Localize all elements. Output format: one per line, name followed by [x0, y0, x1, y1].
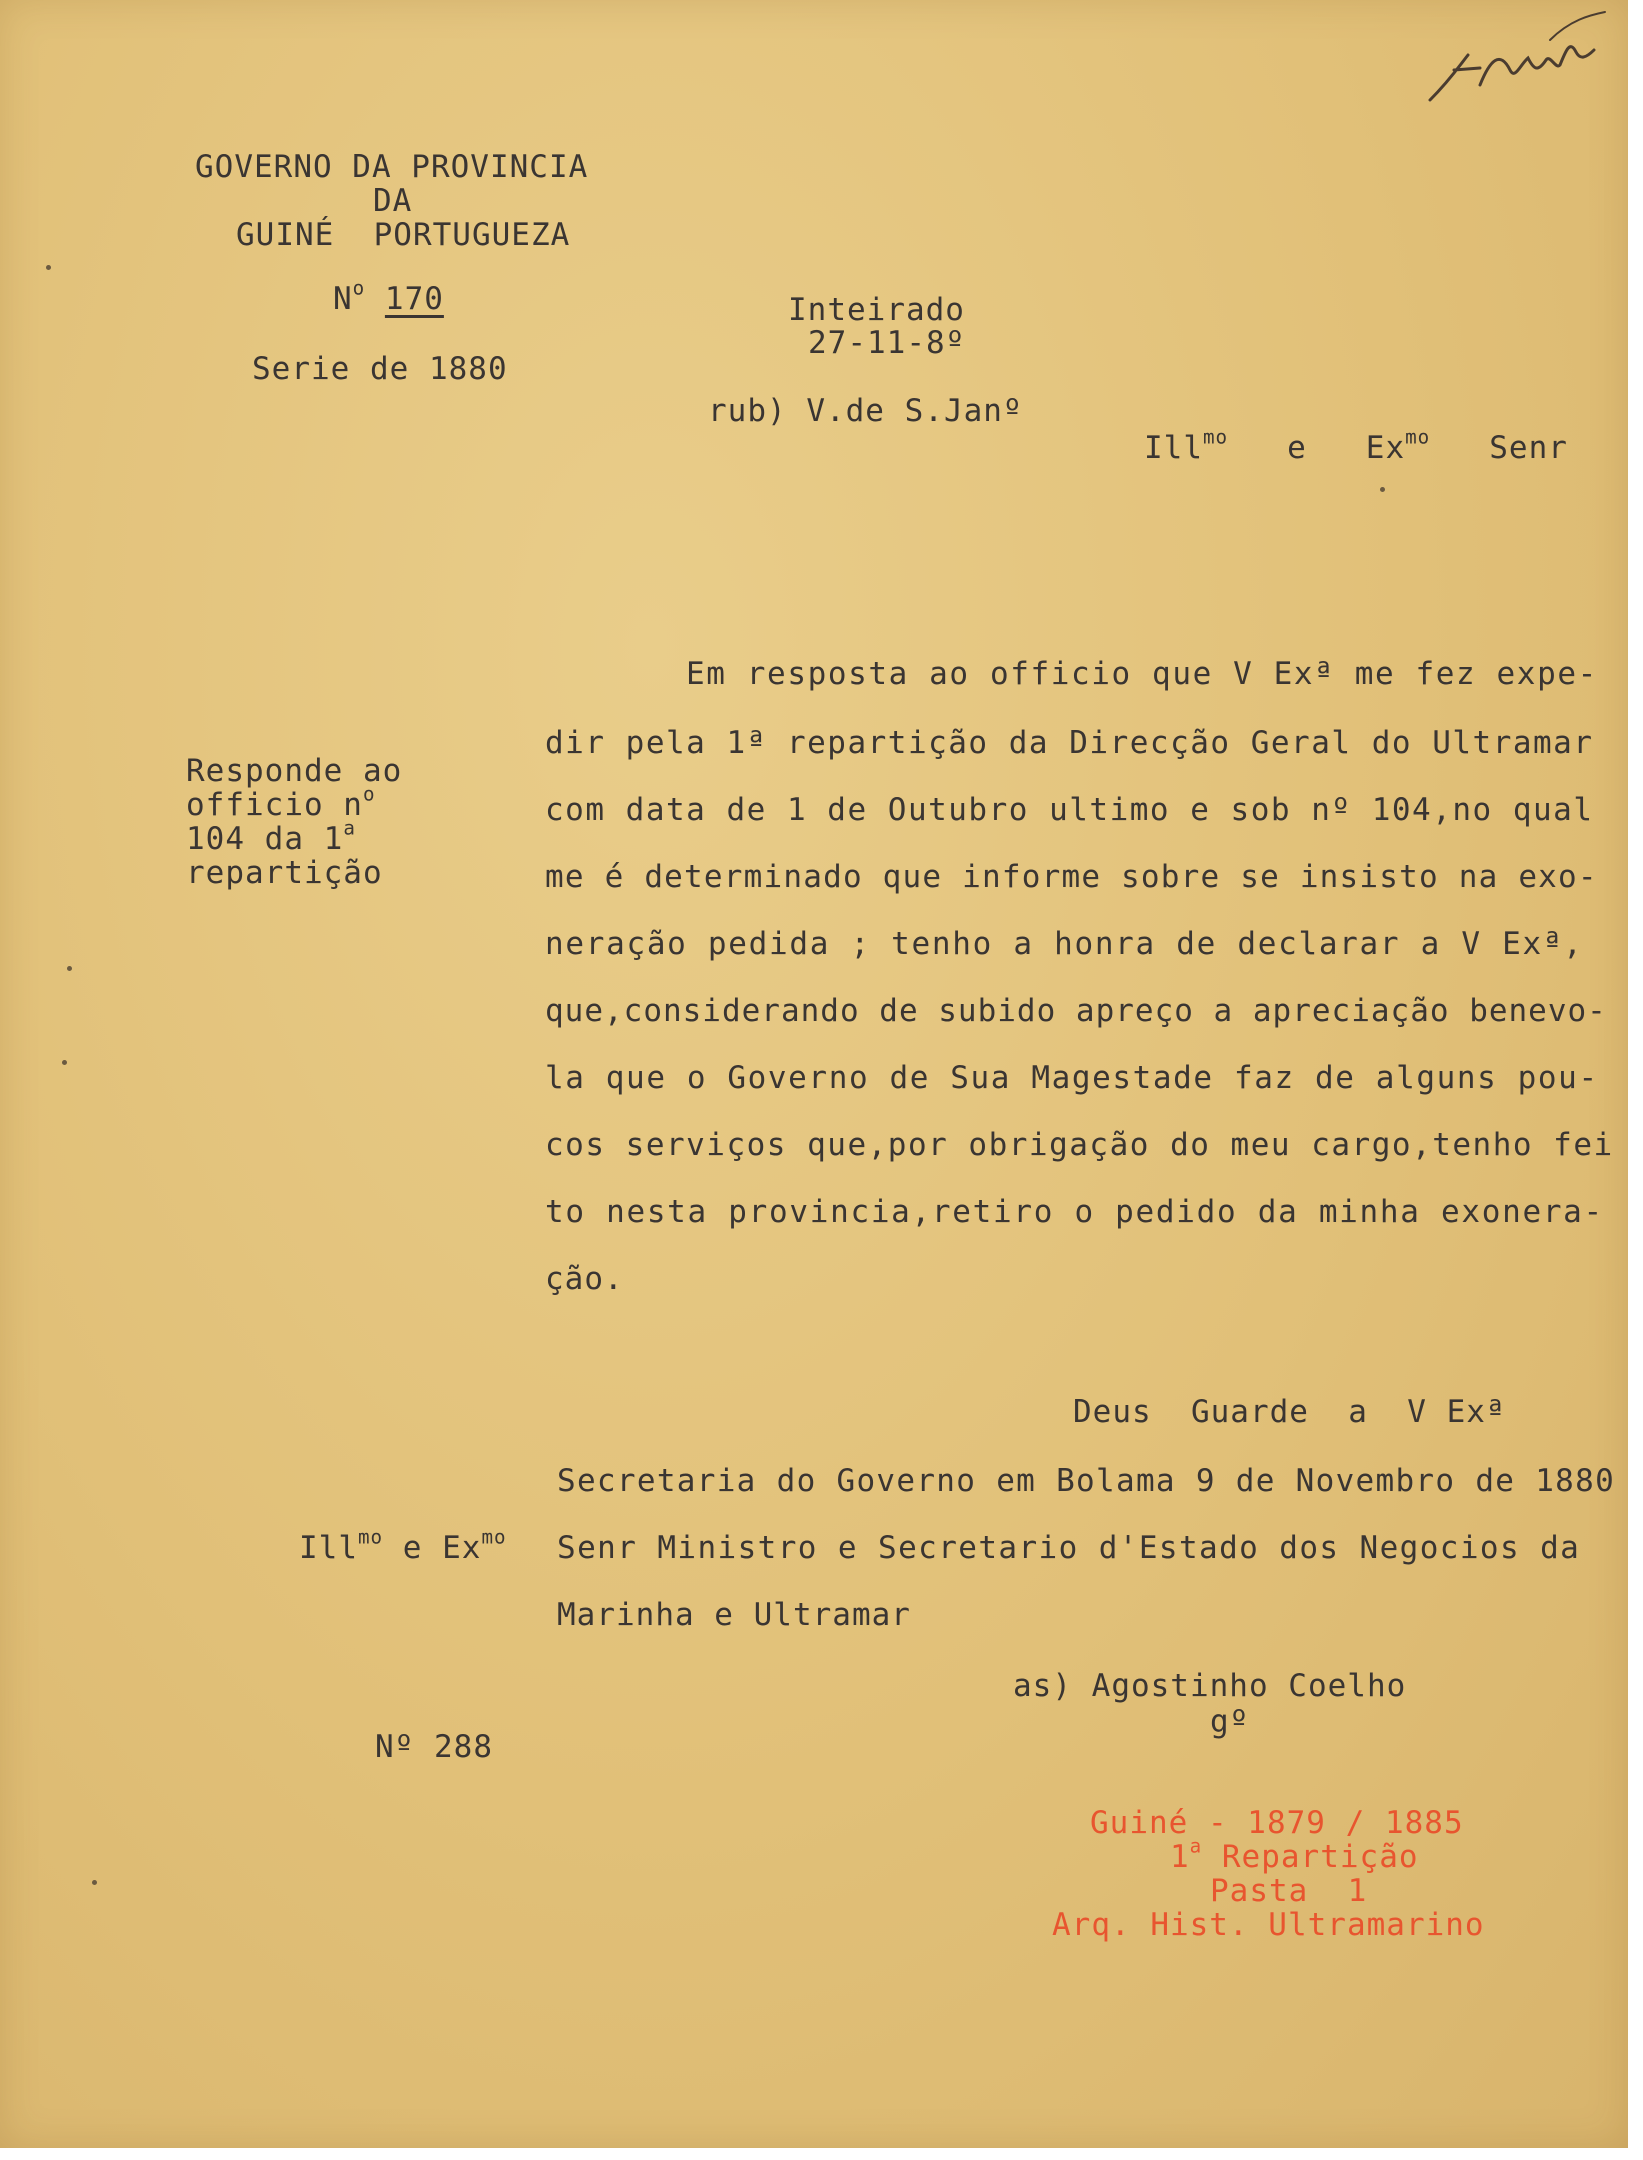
header-line-1: GOVERNO DA PROVINCIA	[195, 149, 589, 185]
signature-line: as) Agostinho Coelho	[1013, 1668, 1407, 1704]
paper-speck	[92, 1880, 97, 1885]
addressee-line-2: Marinha e Ultramar	[557, 1597, 911, 1633]
margin-note-line-2: officio $n^o$	[186, 782, 376, 823]
bottom-number: Nº 288	[375, 1729, 493, 1765]
inteirado-label: Inteirado	[788, 292, 965, 328]
margin-note-line-3: 104 da 1$^a$	[186, 816, 356, 857]
margin-note-line-1: Responde ao	[186, 753, 403, 789]
addressee-line-1: Senr Ministro e Secretario d'Estado dos Negocios da	[557, 1530, 1581, 1566]
handwritten-signature	[1410, 10, 1620, 130]
archive-stamp-line-4: Arq. Hist. Ultramarino	[1052, 1907, 1485, 1943]
body-line-10: ção.	[545, 1261, 624, 1297]
rubric-line: rub) V.de S.Janº	[708, 393, 1023, 429]
paper-speck	[62, 1060, 67, 1065]
paper-speck	[46, 265, 51, 270]
body-line-2: dir pela 1ª repartição da Direcção Geral do Ultramar	[545, 725, 1594, 761]
inteirado-date: 27-11-8º	[808, 325, 966, 361]
salutation: Ill$^{mo}$ e $Ex^{mo}$ Senr	[1144, 425, 1568, 466]
signature-note: gº	[1210, 1704, 1250, 1740]
header-line-2: DA	[373, 183, 413, 219]
archive-stamp-line-1: Guiné - 1879 / 1885	[1090, 1805, 1464, 1841]
paper-speck	[1380, 487, 1385, 492]
body-line-4: me é determinado que informe sobre se insisto na exo-	[545, 859, 1598, 895]
document-number: $N^o$ 170	[333, 276, 444, 317]
paper-speck	[67, 966, 72, 971]
deus-guarde: Deus Guarde a V Exª	[1073, 1394, 1506, 1430]
header-line-3: GUINÉ PORTUGUEZA	[236, 217, 571, 253]
addressee-salutation: Ill$^{mo}$ e $Ex^{mo}$	[299, 1525, 507, 1566]
body-line-7: la que o Governo de Sua Magestade faz de alguns pou-	[545, 1060, 1599, 1096]
body-line-8: cos serviços que,por obrigação do meu cargo,tenho fei	[545, 1127, 1614, 1163]
body-line-9: to nesta provincia,retiro o pedido da minha exonera-	[545, 1194, 1604, 1230]
body-line-3: com data de 1 de Outubro ultimo e sob nº 104,no qual	[545, 792, 1594, 828]
body-line-1: Em resposta ao officio que V Exª me fez expe-	[686, 656, 1598, 692]
archive-stamp-line-2: 1$^a$ Repartição	[1170, 1834, 1419, 1875]
body-line-5: neração pedida ; tenho a honra de declarar a V Exª,	[545, 926, 1584, 962]
margin-note-line-4: repartição	[186, 855, 383, 891]
location-date: Secretaria do Governo em Bolama 9 de Novembro de 1880	[557, 1463, 1616, 1499]
archive-stamp-line-3: Pasta 1	[1210, 1873, 1368, 1909]
body-line-6: que,considerando de subido apreço a apreciação benevo-	[545, 993, 1607, 1029]
series-label: Serie de 1880	[252, 351, 508, 387]
